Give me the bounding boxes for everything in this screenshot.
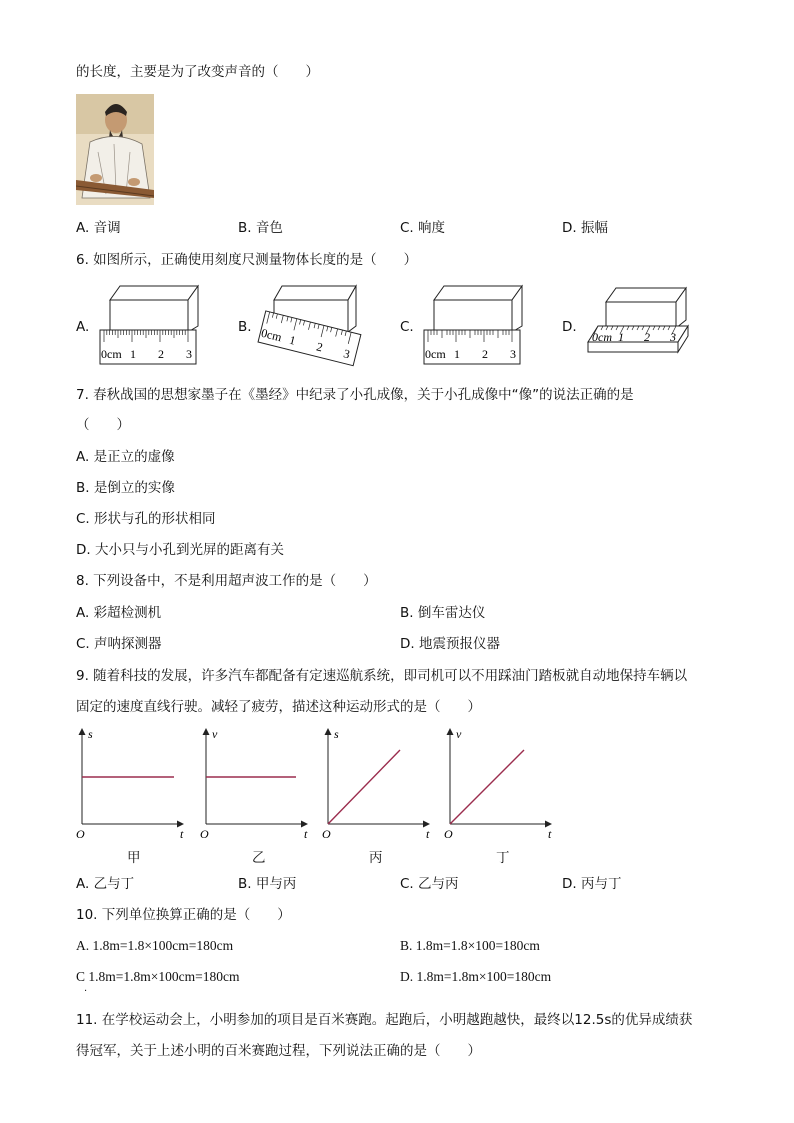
- graph-bing-origin: O: [322, 827, 331, 841]
- graph-jia: [76, 727, 184, 841]
- ruler-figure-d: [584, 282, 694, 370]
- ruler-b-label-0: 0cm: [259, 325, 284, 345]
- q10-option-a: A. 1.8m=1.8×100cm=180cm: [76, 938, 234, 953]
- q9-stem-line2: 固定的速度直线行驶。减轻了疲劳，描述这种运动形式的是（ ）: [76, 699, 481, 715]
- q5-option-c: C. 响度: [400, 220, 446, 236]
- ruler-a-label-1: 1: [130, 347, 136, 361]
- q10-option-c: C 1.8m=1.8m×100cm=180cm: [76, 969, 240, 984]
- graph-yi-xlabel: t: [304, 827, 308, 841]
- graph-ding-xlabel: t: [548, 827, 552, 841]
- stray-dot: .: [84, 983, 88, 994]
- ruler-d-label-0: 0cm: [592, 330, 612, 344]
- guqin-player-image: [76, 94, 154, 205]
- q5-option-d: D. 振幅: [562, 220, 608, 236]
- ruler-a-label-3: 3: [186, 347, 192, 361]
- ruler-d-label-3: 3: [670, 330, 676, 344]
- q7-option-b: B. 是倒立的实像: [76, 480, 175, 496]
- q6-stem: 6. 如图所示，正确使用刻度尺测量物体长度的是（ ）: [76, 252, 418, 268]
- q9-stem: 9. 随着科技的发展，许多汽车都配备有定速巡航系统，即司机可以不用踩油门踏板就自动地保持车辆以: [76, 668, 688, 684]
- q8-option-a: A. 彩超检测机: [76, 605, 162, 621]
- ruler-c-label-2: 2: [482, 347, 488, 361]
- ruler-d-label-1: 1: [618, 330, 624, 344]
- q7-stem-parens: （ ）: [76, 417, 130, 433]
- graph-bing-ylabel: s: [334, 727, 339, 741]
- ruler-figure-a: [98, 282, 208, 370]
- ruler-d-label-2: 2: [644, 330, 650, 344]
- q8-stem: 8. 下列设备中，不是利用超声波工作的是（ ）: [76, 573, 377, 589]
- q6-option-d-label: D.: [562, 319, 577, 335]
- q7-stem: 7. 春秋战国的思想家墨子在《墨经》中纪录了小孔成像，关于小孔成像中“像”的说法正确的是: [76, 387, 634, 403]
- ruler-a-label-0: 0cm: [101, 347, 122, 361]
- graph-ding-ylabel: v: [456, 727, 462, 741]
- q5-stem-tail: 的长度，主要是为了改变声音的（ ）: [76, 64, 319, 80]
- ruler-c-label-0: 0cm: [425, 347, 446, 361]
- q8-option-b: B. 倒车雷达仪: [400, 605, 486, 621]
- q10-stem: 10. 下列单位换算正确的是（ ）: [76, 907, 291, 923]
- ruler-b-label-3: 3: [342, 346, 352, 362]
- graph-jia-xlabel: t: [180, 827, 184, 841]
- ruler-a-label-2: 2: [158, 347, 164, 361]
- ruler-b-label-2: 2: [315, 339, 325, 355]
- ruler-c-label-3: 3: [510, 347, 516, 361]
- graph-caption-ding: 丁: [496, 850, 510, 866]
- graph-yi: [200, 727, 308, 841]
- q10-option-d: D. 1.8m=1.8m×100=180cm: [400, 969, 552, 984]
- graph-bing-line: [328, 750, 400, 824]
- graph-ding: [444, 727, 552, 841]
- q11-stem: 11. 在学校运动会上，小明参加的项目是百米赛跑。起跑后，小明越跑越快，最终以12.5s的优异成绩获: [76, 1012, 693, 1028]
- q6-option-c-label: C.: [400, 319, 414, 335]
- graph-caption-yi: 乙: [252, 850, 266, 866]
- graph-yi-origin: O: [200, 827, 209, 841]
- q9-option-c: C. 乙与丙: [400, 876, 459, 892]
- q9-option-a: A. 乙与丁: [76, 876, 135, 892]
- graph-ding-origin: O: [444, 827, 453, 841]
- q10-option-b: B. 1.8m=1.8×100=180cm: [400, 938, 540, 953]
- ruler-figure-b: [256, 282, 366, 370]
- q8-option-c: C. 声呐探测器: [76, 636, 162, 652]
- q7-option-a: A. 是正立的虚像: [76, 449, 175, 465]
- q9-motion-graphs: [72, 726, 572, 866]
- q6-option-b-label: B.: [238, 319, 252, 335]
- graph-ding-line: [450, 750, 524, 824]
- q7-option-c: C. 形状与孔的形状相同: [76, 511, 216, 527]
- q5-option-b: B. 音色: [238, 220, 283, 236]
- graph-yi-ylabel: v: [212, 727, 218, 741]
- graph-bing-xlabel: t: [426, 827, 430, 841]
- q9-option-d: D. 丙与丁: [562, 876, 622, 892]
- graph-caption-jia: 甲: [127, 850, 141, 866]
- q11-stem-line2: 得冠军，关于上述小明的百米赛跑过程，下列说法正确的是（ ）: [76, 1043, 481, 1059]
- graph-caption-bing: 丙: [369, 850, 383, 866]
- q9-option-b: B. 甲与丙: [238, 876, 297, 892]
- ruler-c-label-1: 1: [454, 347, 460, 361]
- ruler-figure-c: [422, 282, 532, 370]
- graph-jia-origin: O: [76, 827, 85, 841]
- q8-option-d: D. 地震预报仪器: [400, 636, 500, 652]
- q7-option-d: D. 大小只与小孔到光屏的距离有关: [76, 542, 284, 558]
- ruler-b-label-1: 1: [287, 332, 298, 348]
- q6-option-a-label: A.: [76, 319, 90, 335]
- q5-option-a: A. 音调: [76, 220, 121, 236]
- graph-bing: [322, 727, 430, 841]
- graph-jia-ylabel: s: [88, 727, 93, 741]
